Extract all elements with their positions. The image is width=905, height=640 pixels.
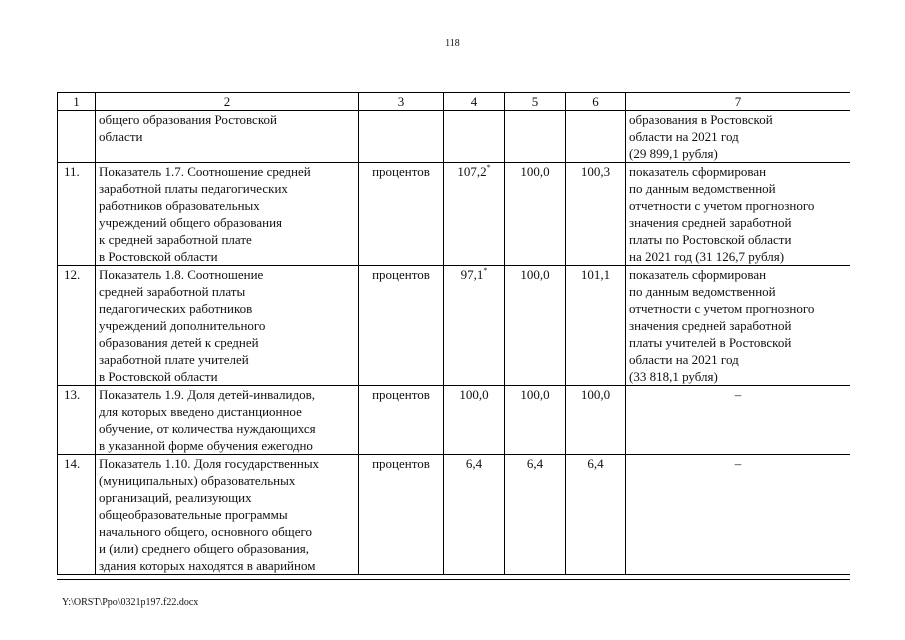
value-cell-col4 bbox=[444, 386, 505, 455]
unit-cell: процентов bbox=[359, 386, 444, 455]
unit-cell: процентов bbox=[359, 455, 444, 575]
column-header: 6 bbox=[566, 93, 626, 111]
row-number: 13. bbox=[58, 386, 96, 455]
column-header: 3 bbox=[359, 93, 444, 111]
row-number: 12. bbox=[58, 266, 96, 386]
row-number: 11. bbox=[58, 163, 96, 266]
column-header: 4 bbox=[444, 93, 505, 111]
value-cell-col5 bbox=[505, 111, 566, 163]
value-cell-col5: 100,0 bbox=[505, 266, 566, 386]
unit-cell: процентов bbox=[359, 266, 444, 386]
table-row bbox=[58, 163, 851, 266]
footnote-mark: * bbox=[483, 265, 488, 275]
table-row bbox=[58, 111, 851, 163]
indicator-name: Показатель 1.7. Соотношение средней заработной платы педагогических работников образовательных учреждений общего образования к средней заработной плате в Ростовской области bbox=[96, 163, 359, 266]
indicator-table bbox=[57, 92, 850, 575]
column-header: 2 bbox=[96, 93, 359, 111]
column-header: 7 bbox=[626, 93, 851, 111]
value-cell-col4 bbox=[444, 163, 505, 266]
unit-cell bbox=[359, 111, 444, 163]
indicator-table-wrapper bbox=[57, 92, 850, 580]
value-cell-col5: 6,4 bbox=[505, 455, 566, 575]
column-header: 1 bbox=[58, 93, 96, 111]
value-cell-col6 bbox=[566, 111, 626, 163]
value-cell-col5: 100,0 bbox=[505, 163, 566, 266]
value-cell-col5: 100,0 bbox=[505, 386, 566, 455]
value-cell-col4 bbox=[444, 266, 505, 386]
value-text: 107,2 bbox=[457, 164, 487, 179]
value-text: 100,0 bbox=[459, 387, 489, 402]
table-header-row bbox=[58, 93, 851, 111]
value-cell-col4 bbox=[444, 111, 505, 163]
column-header: 5 bbox=[505, 93, 566, 111]
value-cell-col6: 100,0 bbox=[566, 386, 626, 455]
unit-cell: процентов bbox=[359, 163, 444, 266]
footnote-mark: * bbox=[486, 162, 491, 172]
table-row bbox=[58, 266, 851, 386]
value-cell-col6: 101,1 bbox=[566, 266, 626, 386]
value-cell-col6: 100,3 bbox=[566, 163, 626, 266]
note-cell: – bbox=[626, 455, 851, 575]
value-text: 97,1 bbox=[460, 267, 484, 282]
value-cell-col4 bbox=[444, 455, 505, 575]
page-number: 118 bbox=[445, 38, 460, 49]
indicator-name: Показатель 1.8. Соотношение средней заработной платы педагогических работников учреждений дополнительного образования детей к средней заработной плате учителей в Ростовской области bbox=[96, 266, 359, 386]
note-cell: показатель сформирован по данным ведомственной отчетности с учетом прогнозного значения средней заработной платы по Ростовской области на 2021 год (31 126,7 рубля) bbox=[626, 163, 851, 266]
note-cell: показатель сформирован по данным ведомственной отчетности с учетом прогнозного значения средней заработной платы учителей в Ростовской области на 2021 год (33 818,1 рубля) bbox=[626, 266, 851, 386]
value-text: 6,4 bbox=[465, 456, 483, 471]
row-number: 14. bbox=[58, 455, 96, 575]
table-row bbox=[58, 386, 851, 455]
indicator-name: Показатель 1.9. Доля детей-инвалидов, для которых введено дистанционное обучение, от количества нуждающихся в указанной форме обучения ежегодно bbox=[96, 386, 359, 455]
indicator-name: общего образования Ростовской области bbox=[96, 111, 359, 163]
table-row bbox=[58, 455, 851, 575]
row-number bbox=[58, 111, 96, 163]
note-cell: – bbox=[626, 386, 851, 455]
indicator-name: Показатель 1.10. Доля государственных (муниципальных) образовательных организаций, реализующих общеобразовательные программы начального общего, основного общего и (или) среднего общего образования, здания которых находятся в аварийном bbox=[96, 455, 359, 575]
note-cell: образования в Ростовской области на 2021 год (29 899,1 рубля) bbox=[626, 111, 851, 163]
value-cell-col6: 6,4 bbox=[566, 455, 626, 575]
file-path-footer: Y:\ORST\Ppo\0321p197.f22.docx bbox=[62, 597, 199, 608]
